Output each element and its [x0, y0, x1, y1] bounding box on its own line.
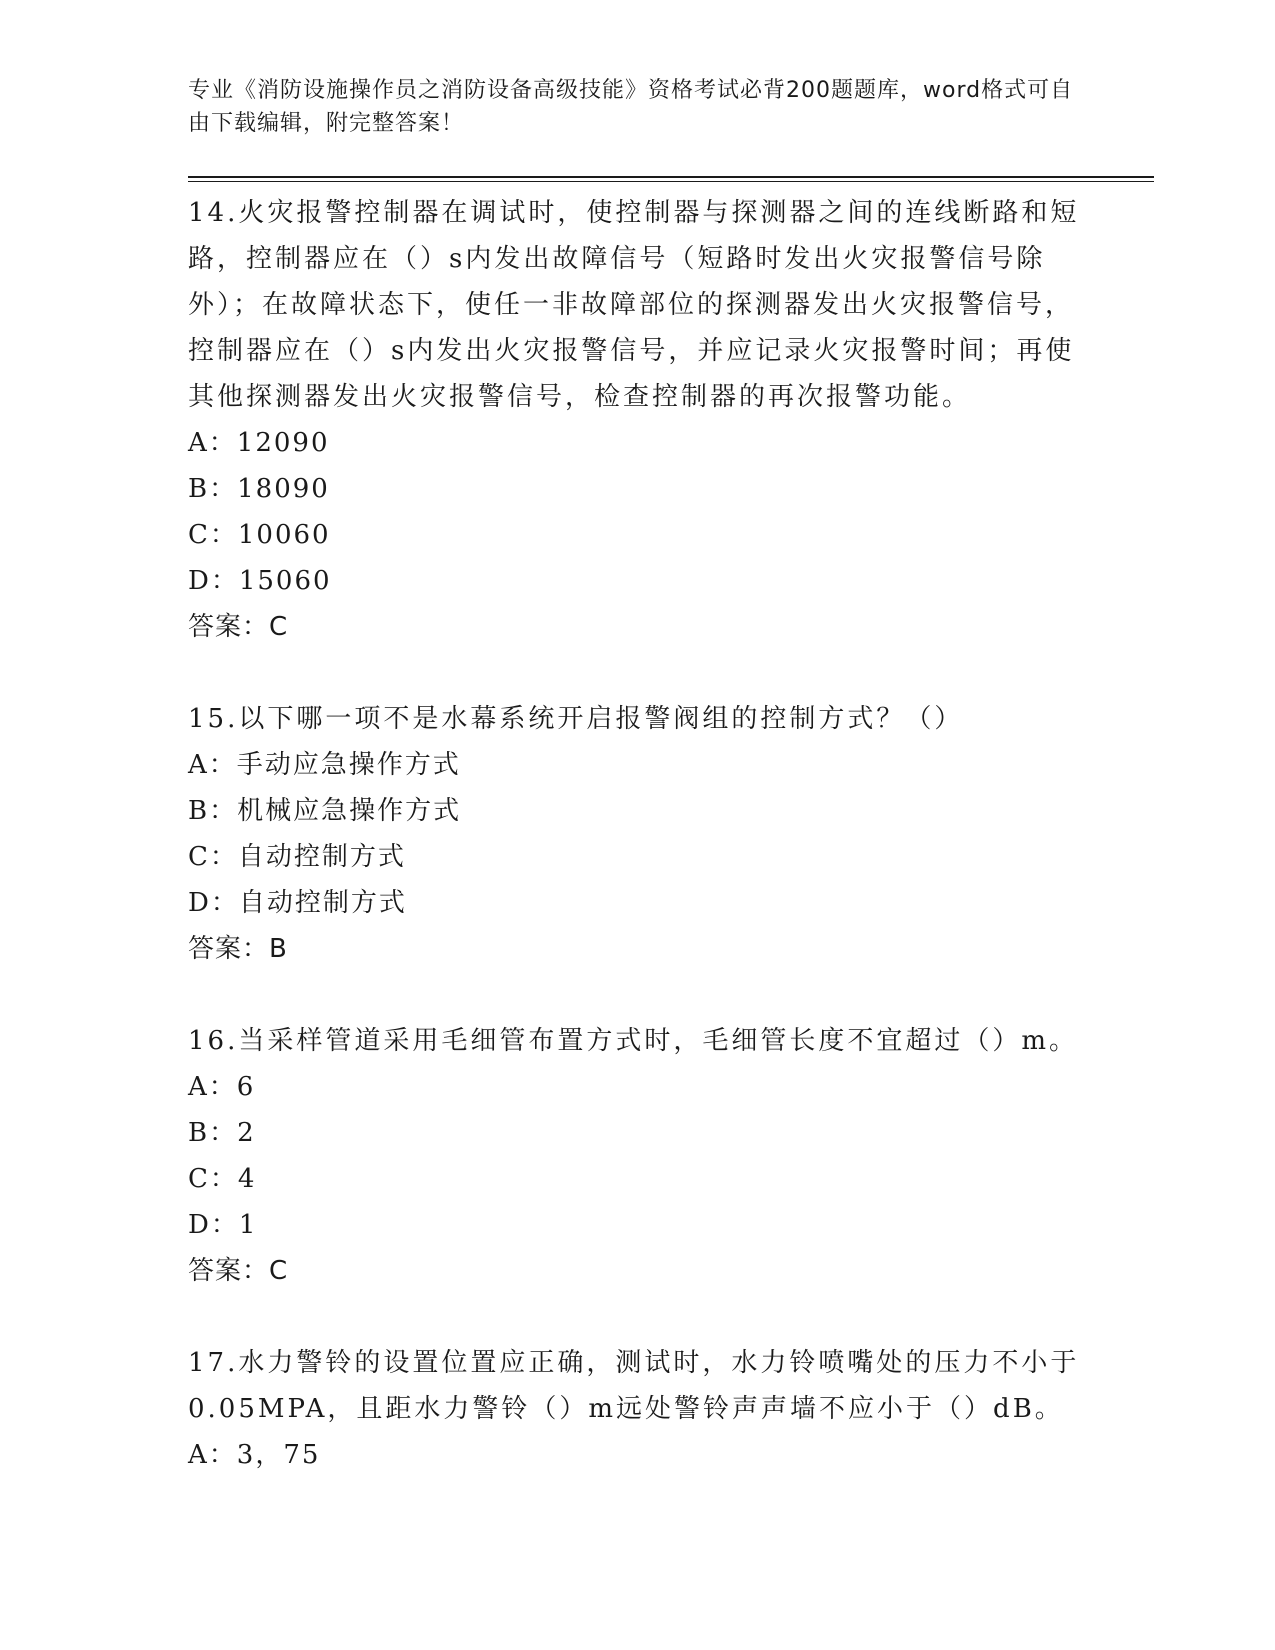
- answer-text: 答案：C: [188, 1256, 289, 1286]
- option-c: C：自动控制方式: [188, 842, 406, 872]
- option-b: B：机械应急操作方式: [188, 796, 462, 826]
- question-block: [188, 190, 1088, 650]
- option-a: A：12090: [188, 428, 330, 458]
- option-c: C：10060: [188, 520, 331, 550]
- document-header: 专业《消防设施操作员之消防设备高级技能》资格考试必背200题题库，word格式可自由下载编辑，附完整答案！: [188, 78, 1074, 136]
- option-a: A：3，75: [188, 1440, 321, 1470]
- question-text: 14.火灾报警控制器在调试时，使控制器与探测器之间的连线断路和短路，控制器应在（）s内发出故障信号（短路时发出火灾报警信号除外）；在故障状态下，使任一非故障部位的探测器发出火灾报警信号，控制器应在（）s内发出火灾报警信号，并应记录火灾报警时间；再使其他探测器发出火灾报警信号，检查控制器的再次报警功能。: [188, 198, 1080, 412]
- option-d: D：15060: [188, 566, 332, 596]
- question-text: 17.水力警铃的设置位置应正确，测试时，水力铃喷嘴处的压力不小于0.05MPA，且距水力警铃（）m远处警铃声声墙不应小于（）dB。: [188, 1348, 1080, 1424]
- option-b: B：2: [188, 1118, 256, 1148]
- question-text: 16.当采样管道采用毛细管布置方式时，毛细管长度不宜超过（）m。: [188, 1026, 1079, 1056]
- option-c: C：4: [188, 1164, 257, 1194]
- question-block: [188, 1018, 1088, 1294]
- header-rule-thick: [188, 176, 1154, 178]
- option-d: D：自动控制方式: [188, 888, 407, 918]
- question-list: [188, 190, 1088, 1478]
- answer-text: 答案：C: [188, 612, 289, 642]
- option-a: A：手动应急操作方式: [188, 750, 461, 780]
- option-a: A：6: [188, 1072, 256, 1102]
- question-text: 15.以下哪一项不是水幕系统开启报警阀组的控制方式？（）: [188, 704, 964, 734]
- question-block: [188, 696, 1088, 972]
- option-d: D：1: [188, 1210, 258, 1240]
- answer-text: 答案：B: [188, 934, 288, 964]
- question-block: [188, 1340, 1088, 1478]
- header-rule-thin: [188, 181, 1154, 182]
- option-b: B：18090: [188, 474, 330, 504]
